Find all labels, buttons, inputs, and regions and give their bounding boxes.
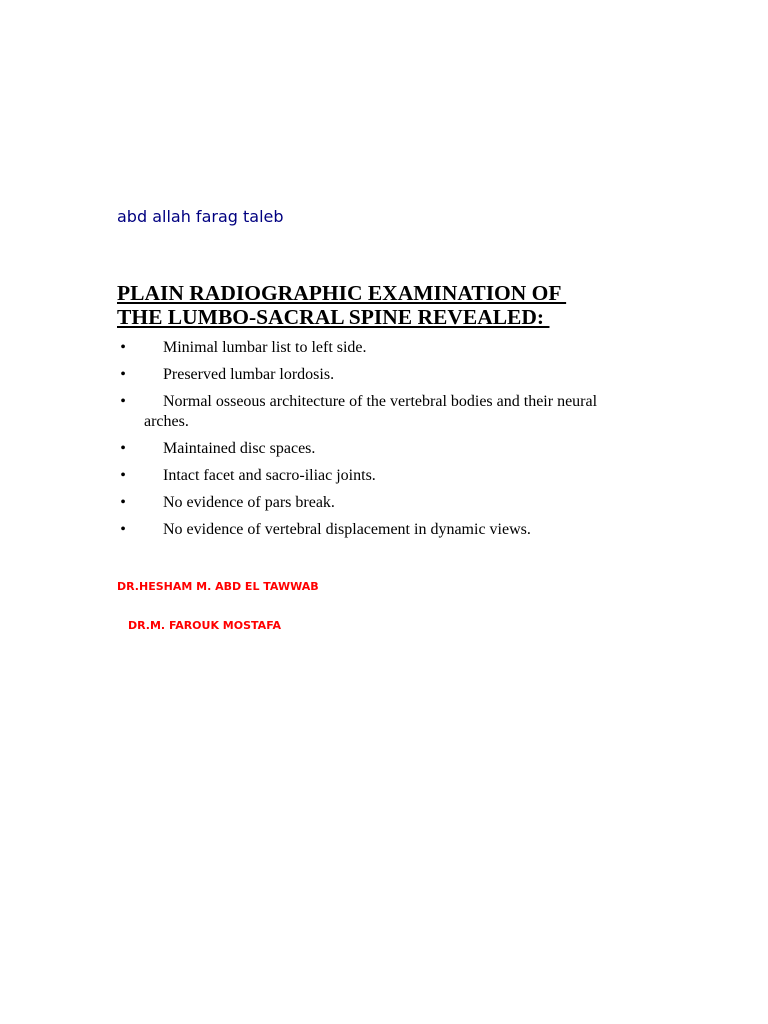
signature-doctor-2: DR.M. FAROUK MOSTAFA — [128, 619, 281, 632]
bullet-icon: • — [120, 521, 126, 538]
finding-text: Minimal lumbar list to left side. — [163, 339, 367, 356]
finding-item — [117, 493, 617, 513]
finding-text: No evidence of vertebral displacement in dynamic views. — [163, 521, 531, 538]
finding-item — [117, 439, 617, 459]
patient-name: abd allah farag taleb — [117, 207, 284, 226]
signature-doctor-1: DR.HESHAM M. ABD EL TAWWAB — [117, 580, 319, 593]
findings-list — [117, 338, 617, 547]
finding-text: Normal osseous architecture of the vertebral bodies and their neural arches. — [144, 393, 598, 430]
finding-text: Maintained disc spaces. — [163, 440, 316, 457]
finding-text: Preserved lumbar lordosis. — [163, 366, 335, 383]
report-title-line-2: THE LUMBO-SACRAL SPINE REVEALED: — [117, 305, 550, 329]
finding-text: Intact facet and sacro-iliac joints. — [163, 467, 376, 484]
bullet-icon: • — [120, 494, 126, 511]
finding-item — [117, 466, 617, 486]
bullet-icon: • — [120, 440, 126, 457]
bullet-icon: • — [120, 467, 126, 484]
bullet-icon: • — [120, 339, 126, 356]
finding-item — [117, 392, 617, 432]
bullet-icon: • — [120, 366, 126, 383]
report-title-line-1: PLAIN RADIOGRAPHIC EXAMINATION OF — [117, 281, 567, 305]
finding-item — [117, 520, 617, 540]
finding-item — [117, 338, 617, 358]
report-title — [117, 281, 637, 329]
finding-item — [117, 365, 617, 385]
finding-text: No evidence of pars break. — [163, 494, 335, 511]
bullet-icon: • — [120, 393, 126, 410]
